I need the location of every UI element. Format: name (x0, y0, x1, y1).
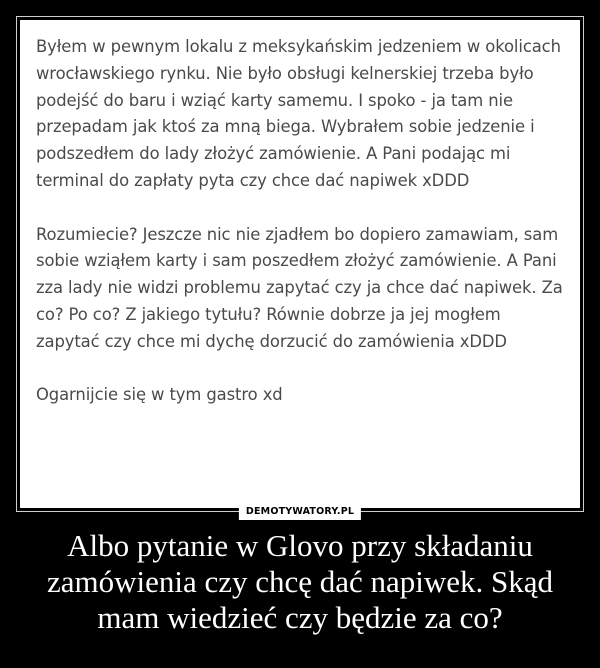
image-frame (16, 16, 584, 512)
post-paragraph-3: Ogarnijcie się w tym gastro xd (36, 385, 283, 405)
watermark-label: DEMOTYWATORY.PL (239, 504, 361, 520)
post-paragraph-2: Rozumiecie? Jeszcze nic nie zjadłem bo dopiero zamawiam, sam sobie wziąłem karty i sam poszedłem złożyć zamówienie. A Pani zza lady nie widzi problemu zapytać czy ja chce dać napiwek. Za co? Po co? Z jakiego tytułu? Równie dobrze ja jej mogłem zapytać czy chce mi dychę dorzucić do zamówienia xDDD (36, 224, 563, 351)
caption-text: Albo pytanie w Glovo przy składaniu zamówienia czy chcę dać napiwek. Skąd mam wiedzieć czy będzie za co? (46, 528, 554, 635)
post-screenshot (20, 20, 580, 508)
post-paragraph-1: Byłem w pewnym lokalu z meksykańskim jedzeniem w okolicach wrocławskiego rynku. Nie było obsługi kelnerskiej trzeba było podejść do baru i wziąć karty samemu. I spoko - ja tam nie przepadam jak ktoś za mną biega. Wybrałem sobie jedzenie i podszedłem do lady złożyć zamówienie. A Pani podając mi terminal do zapłaty pyta czy chce dać napiwek xDDD (36, 37, 561, 190)
